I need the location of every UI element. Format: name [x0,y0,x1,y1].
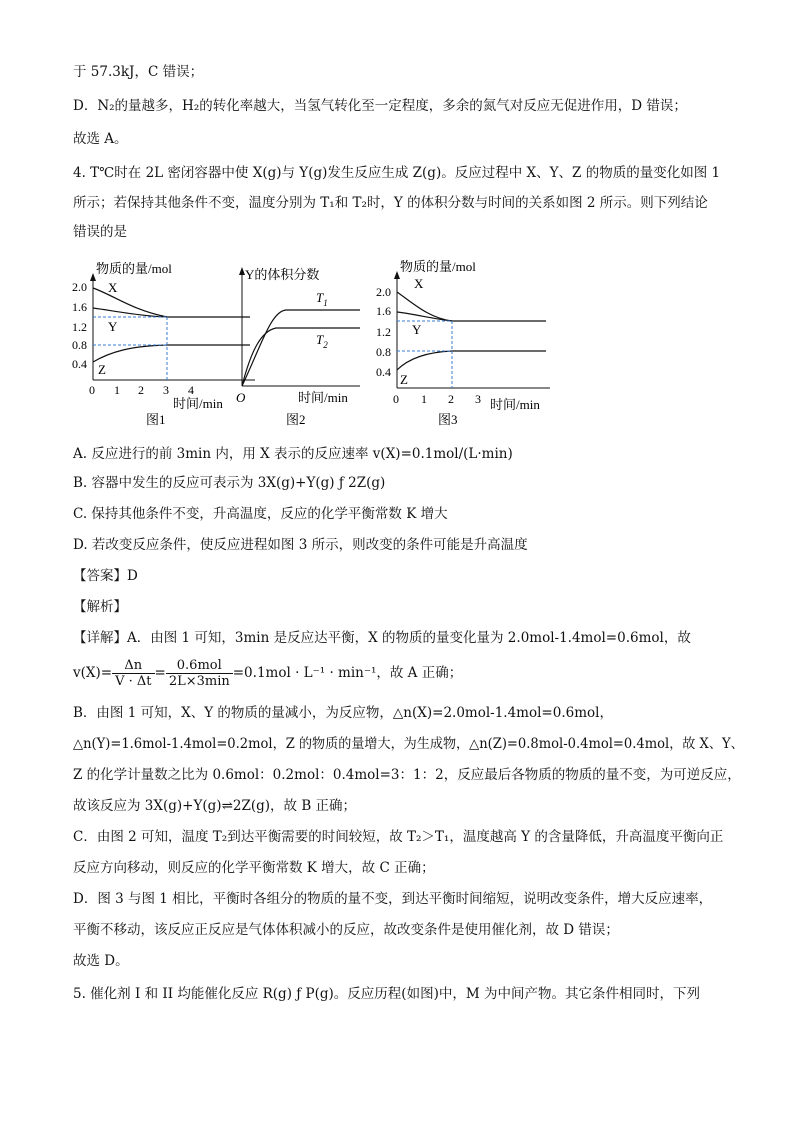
fig1-ytick: 1.2 [72,320,87,334]
fig2-curve-t1 [242,310,360,386]
option-a: A. 反应进行的前 3min 内，用 X 表示的反应速率 v(X)=0.1mol/(L·min) [73,446,513,462]
fig1-caption: 图1 [146,412,166,427]
fig1-curve-z [93,345,250,362]
fig3-xtick: 2 [448,392,454,406]
fig1-xlabel: 时间/min [173,396,223,411]
fig2-origin: O [236,390,246,405]
fig2-ylabel: Y的体积分数 [245,267,320,282]
fig3-ytick: 1.6 [376,304,391,318]
detail-d-line: 故选 D。 [73,953,129,969]
option-c: C. 保持其他条件不变，升高温度，反应的化学平衡常数 K 增大 [73,506,448,522]
fig3-xlabel: 时间/min [490,397,540,412]
fig1-ytick: 0.4 [72,357,87,371]
fig2-caption: 图2 [286,412,306,427]
detail-c-line: C．由图 2 可知，温度 T₂到达平衡需要的时间较短，故 T₂＞T₁，温度越高 Y 的含量降低，升高温度平衡向正 [73,829,724,845]
fig3-caption: 图3 [438,412,458,427]
fig1-xtick: 4 [188,383,194,397]
fig1-xtick: 2 [138,383,144,397]
fig1-xtick: 1 [114,383,120,397]
detail-b-line: Z 的化学计量数之比为 0.6mol：0.2mol：0.4mol=3：1：2，反应最后各物质的物质的量不变，为可逆反应， [73,767,741,783]
fig2-xlabel: 时间/min [298,390,348,405]
fig1-curve-y [93,308,167,317]
fig1-label-y: Y [108,319,118,334]
fig1-ytick: 1.6 [72,300,87,314]
detail-d-line: D．图 3 与图 1 相比，平衡时各组分的物质的量不变，到达平衡时间缩短，说明改变条件，增大反应速率， [73,891,713,907]
question-4-line: 所示；若保持其他条件不变，温度分别为 T₁和 T₂时，Y 的体积分数与时间的关系如图 2 所示。则下列结论 [73,195,708,211]
detail-a-line: 【详解】A．由图 1 可知，3min 是反应达平衡，X 的物质的量变化量为 2.0mol-1.4mol=0.6mol，故 [73,630,691,646]
detail-b-line: B．由图 1 可知，X、Y 的物质的量减小，为反应物，△n(X)=2.0mol-1.4mol=0.6mol， [73,705,613,721]
fig1-ytick: 2.0 [72,280,87,294]
analysis-heading: 【解析】 [73,599,127,615]
fig3-ytick: 0.4 [376,365,391,379]
answer-line: 【答案】D [73,568,138,584]
figure-3 [374,256,554,428]
option-d: D. 若改变反应条件，使反应进程如图 3 所示，则改变的条件可能是升高温度 [73,537,528,553]
fig2-curve-t2 [242,328,360,386]
fig3-xtick: 0 [393,392,399,406]
detail-a-formula: v(X)= $\frac{\Delta n}{V \cdot \Delta t}$ = $\frac{\text{0.6mol}}{2L\times 3\min}$ =0.1mol · L⁻¹ · min⁻¹，故 A 正确； [73,658,463,689]
text-line: D．N₂的量越多，H₂的转化率越大，当氢气转化至一定程度，多余的氮气对反应无促进作用，D 错误； [73,98,687,114]
text-line: 于 57.3kJ，C 错误； [73,64,204,80]
fig2-label-t1: $T_1$ [316,290,328,308]
fig3-ytick: 2.0 [376,285,391,299]
fig2-label-t2: $T_2$ [316,332,328,350]
detail-b-line: 故该反应为 3X(g)+Y(g)⇌2Z(g)，故 B 正确； [73,798,357,814]
fig1-ytick: 0.8 [72,338,87,352]
figure-1 [70,256,260,428]
fig1-ylabel: 物质的量/mol [96,261,172,276]
fig3-ytick: 1.2 [376,325,391,339]
fig3-curve-z [397,351,546,370]
fig3-xtick: 3 [475,392,481,406]
fig1-xtick: 3 [163,383,169,397]
option-b: B. 容器中发生的反应可表示为 3X(g)+Y(g) ƒ 2Z(g) [73,475,386,491]
fig1-label-z: Z [98,362,106,377]
detail-c-line: 反应方向移动，则反应的化学平衡常数 K 增大，故 C 正确； [73,860,435,876]
fig3-label-z: Z [400,372,408,387]
fig3-ytick: 0.8 [376,345,391,359]
fig3-xtick: 1 [421,392,427,406]
fig1-xtick: 0 [89,383,95,397]
fig3-label-x: X [414,276,424,291]
question-4-line: 错误的是 [73,224,127,240]
fig3-ylabel: 物质的量/mol [400,259,476,274]
question-4-line: 4. T℃时在 2L 密闭容器中使 X(g)与 Y(g)发生反应生成 Z(g)。反应过程中 X、Y、Z 的物质的量变化如图 1 [73,165,721,181]
text-line: 故选 A。 [73,131,128,147]
detail-d-line: 平衡不移动，该反应正反应是气体体积减小的反应，故改变条件是使用催化剂，故 D 错误； [73,922,619,938]
fig3-label-y: Y [412,322,422,337]
detail-b-line: △n(Y)=1.6mol-1.4mol=0.2mol，Z 的物质的量增大，为生成物，△n(Z)=0.8mol-0.4mol=0.4mol，故 X、Y、 [73,736,744,752]
question-5-line: 5. 催化剂 I 和 II 均能催化反应 R(g) ƒ P(g)。反应历程(如图)中，M 为中间产物。其它条件相同时，下列 [73,986,700,1002]
fig3-curve-x [397,292,546,321]
fig3-curve-y [397,312,452,321]
fig1-label-x: X [108,280,118,295]
figure-2 [236,256,366,428]
